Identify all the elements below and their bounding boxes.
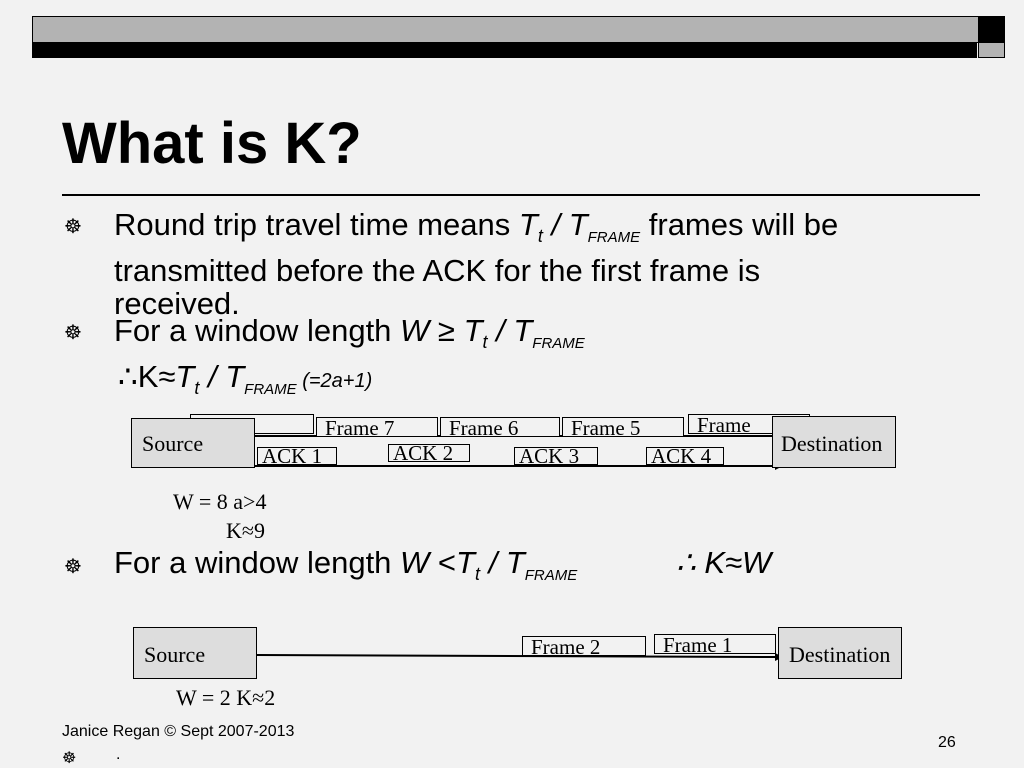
sub-t: t	[482, 332, 488, 353]
frame-box-5: Frame 5	[562, 417, 684, 437]
bullet-1-line-3: received.	[114, 286, 240, 322]
footer-bullet-text: .	[116, 746, 121, 763]
therefore-k: ∴K≈	[118, 359, 176, 394]
var-t3: T	[175, 359, 195, 394]
frame-box-1: Frame 1	[654, 634, 776, 654]
sub-t: t	[474, 564, 480, 585]
source-node: Source	[131, 418, 255, 468]
var-t2: T	[568, 207, 588, 242]
sub-frame: FRAME	[532, 335, 585, 353]
slash2: /	[199, 359, 226, 394]
slash: /	[487, 313, 514, 348]
wheel-bullet-icon: ☸	[62, 750, 77, 767]
sub-frame: FRAME	[587, 229, 641, 247]
bullet-1-line-2: transmitted before the ACK for the first frame is	[114, 253, 761, 289]
diagram-1-caption-line-2: K≈9	[226, 518, 265, 543]
slide-title: What is K?	[62, 111, 362, 176]
sub-frame2: FRAME	[244, 381, 297, 399]
wheel-bullet-icon: ☸	[64, 322, 82, 344]
var-t2: T	[513, 313, 533, 348]
source-node: Source	[133, 627, 257, 679]
wheel-bullet-icon: ☸	[64, 216, 82, 238]
bullet-2-text: For a window length	[114, 313, 401, 348]
var-t: T	[456, 545, 475, 580]
ack-box-1: ACK 1	[257, 447, 337, 465]
bullet-1-text-b: frames will be	[640, 207, 839, 242]
slash: /	[542, 207, 569, 242]
ack-box-2: ACK 2	[388, 444, 470, 462]
frame-box-2: Frame 2	[522, 636, 646, 656]
ack-box-4: ACK 4	[646, 447, 724, 465]
var-t: T	[463, 313, 483, 348]
wheel-bullet-icon: ☸	[64, 556, 82, 578]
op-lt: <	[429, 545, 457, 580]
slash: /	[479, 545, 506, 580]
destination-node: Destination	[772, 416, 896, 468]
frame-box-4: Frame	[688, 414, 810, 434]
bullet-3-text: For a window length	[114, 545, 401, 580]
sub-frame: FRAME	[524, 567, 578, 585]
destination-node: Destination	[778, 627, 902, 679]
bullet-1-text-a: Round trip travel time means	[114, 207, 519, 242]
var-w: W	[400, 313, 430, 348]
var-t2: T	[505, 545, 525, 580]
footer-credit: Janice Regan © Sept 2007-2013	[62, 723, 295, 740]
var-t: T	[518, 207, 538, 242]
sub-t: t	[537, 226, 543, 247]
paren-expression: (=2a+1)	[296, 370, 373, 392]
bullet-3-conclusion: ∴ K≈W	[676, 545, 772, 580]
sub-t2: t	[194, 378, 200, 399]
diagram-1-caption-line-1: W = 8 a>4	[173, 489, 267, 514]
var-t4: T	[225, 359, 245, 394]
var-w: W	[400, 545, 430, 580]
op-geq: ≥	[429, 313, 464, 348]
diagram-2-caption: W = 2 K≈2	[176, 685, 276, 710]
frame-arrow-line	[256, 655, 775, 657]
frame-box-7: Frame 7	[316, 417, 438, 437]
ack-box-3: ACK 3	[514, 447, 598, 465]
page-number: 26	[938, 734, 956, 751]
frame-box-6: Frame 6	[440, 417, 560, 437]
